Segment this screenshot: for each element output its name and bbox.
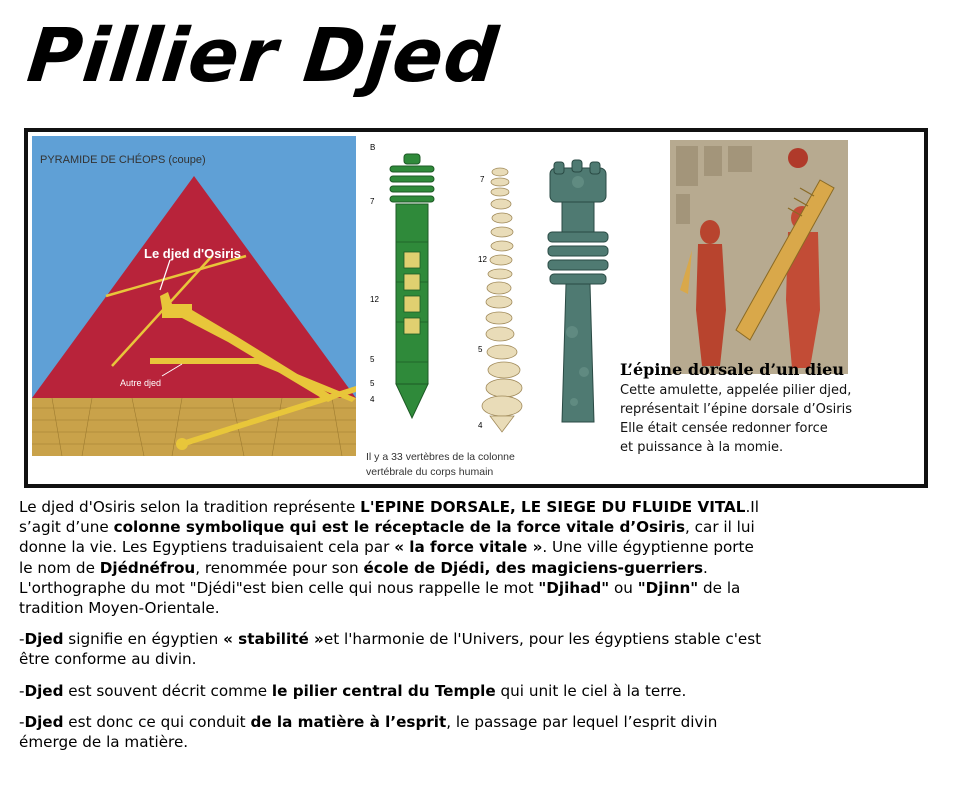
text-run: signifie en égyptien [63,630,224,649]
column-number: 5 [370,379,375,388]
illustration-figure [24,128,928,488]
column-number: 12 [370,295,379,304]
relief-heading: L’épine dorsale d’un dieu [620,360,844,379]
text-run: - [19,681,25,700]
bold-text: « la force vitale » [394,538,543,557]
text-run: , car il lui donne la vie. Les Egyptiens traduisaient cela par [19,518,755,557]
column-letter: B [370,143,376,152]
relief-line: représentait l’épine dorsale d’Osiris [620,402,853,417]
relief-line: Elle était censée redonner force [620,421,828,436]
text-run: - [19,630,25,649]
text-run: .Il s’agit d’une [19,498,760,537]
egyptian-relief-image [670,140,848,374]
bold-text: colonne symbolique qui est le réceptacle de la force vitale d’Osiris [113,518,686,537]
text-run: et l'harmonie de l'Univers, pour les égyptiens stable c'est être conforme au divin. [19,630,762,669]
text-run: est donc ce qui conduit [63,712,251,731]
paragraph-matiere-esprit [19,712,769,752]
vertebrae-caption: Il y a 33 vertèbres de la colonne vertébrale du corps humain [366,451,515,478]
pyramid-illustration [32,136,356,456]
djed-amulet-drawing [528,132,628,484]
column-number: 5 [370,355,375,364]
bold-text: Djed [24,712,64,731]
bold-text: école de Djédi, des magiciens-guerriers [363,558,703,577]
spine-number: 4 [478,421,483,430]
relief-line: Cette amulette, appelée pilier djed, [620,383,852,398]
text-run: , renommée pour son [195,558,364,577]
bold-text: "Djihad" [538,578,610,597]
pyramid-cross-section [32,136,356,456]
bold-text: de la matière à l’esprit [250,712,447,731]
text-run: ou [609,578,638,597]
text-run: qui unit le ciel à la terre. [495,681,687,700]
text-run: . L'orthographe du mot "Djédi"est bien celle qui nous rappelle le mot [19,558,708,597]
page-title: Pillier Djed [23,13,503,99]
djed-osiris-label: Le djed d'Osiris [144,246,242,261]
relief-illustration [670,140,848,374]
autre-djed-label: Autre djed [120,378,162,388]
paragraph-pilier-central [19,681,769,701]
bold-text: L'EPINE DORSALE, LE SIEGE DU FLUIDE VITAL [360,498,746,516]
relief-line: et puissance à la momie. [620,440,784,455]
relief-caption [620,360,920,457]
text-run: , le passage par lequel l’esprit divin émerge de la matière. [19,712,718,752]
bold-text: « stabilité » [223,630,324,649]
bold-text: le pilier central du Temple [271,681,496,700]
relief-text [620,381,920,457]
djed-column-drawing [366,132,456,484]
spine-number: 5 [478,345,483,354]
text-run: est souvent décrit comme [63,681,272,700]
spine-number: 12 [478,255,487,264]
column-number: 4 [370,395,375,404]
djed-column-illustration [366,132,456,432]
spine-number: 7 [480,175,485,184]
text-run: . Une ville égyptienne porte le nom de [19,538,754,577]
amulet-illustration [528,132,628,442]
pyramid-title: PYRAMIDE DE CHÉOPS (coupe) [40,154,206,166]
text-run: de la tradition Moyen-Orientale. [19,578,741,618]
article-body [19,497,769,763]
bold-text: Djédnéfrou [99,558,196,577]
paragraph-stabilite [19,629,769,669]
text-run: Le djed d'Osiris selon la tradition représente [19,498,361,516]
column-number: 7 [370,197,375,206]
paragraph-epine-dorsale [19,497,769,618]
bold-text: Djed [24,630,64,649]
text-run: - [19,712,25,731]
bold-text: Djed [24,681,64,700]
bold-text: "Djinn" [637,578,699,597]
